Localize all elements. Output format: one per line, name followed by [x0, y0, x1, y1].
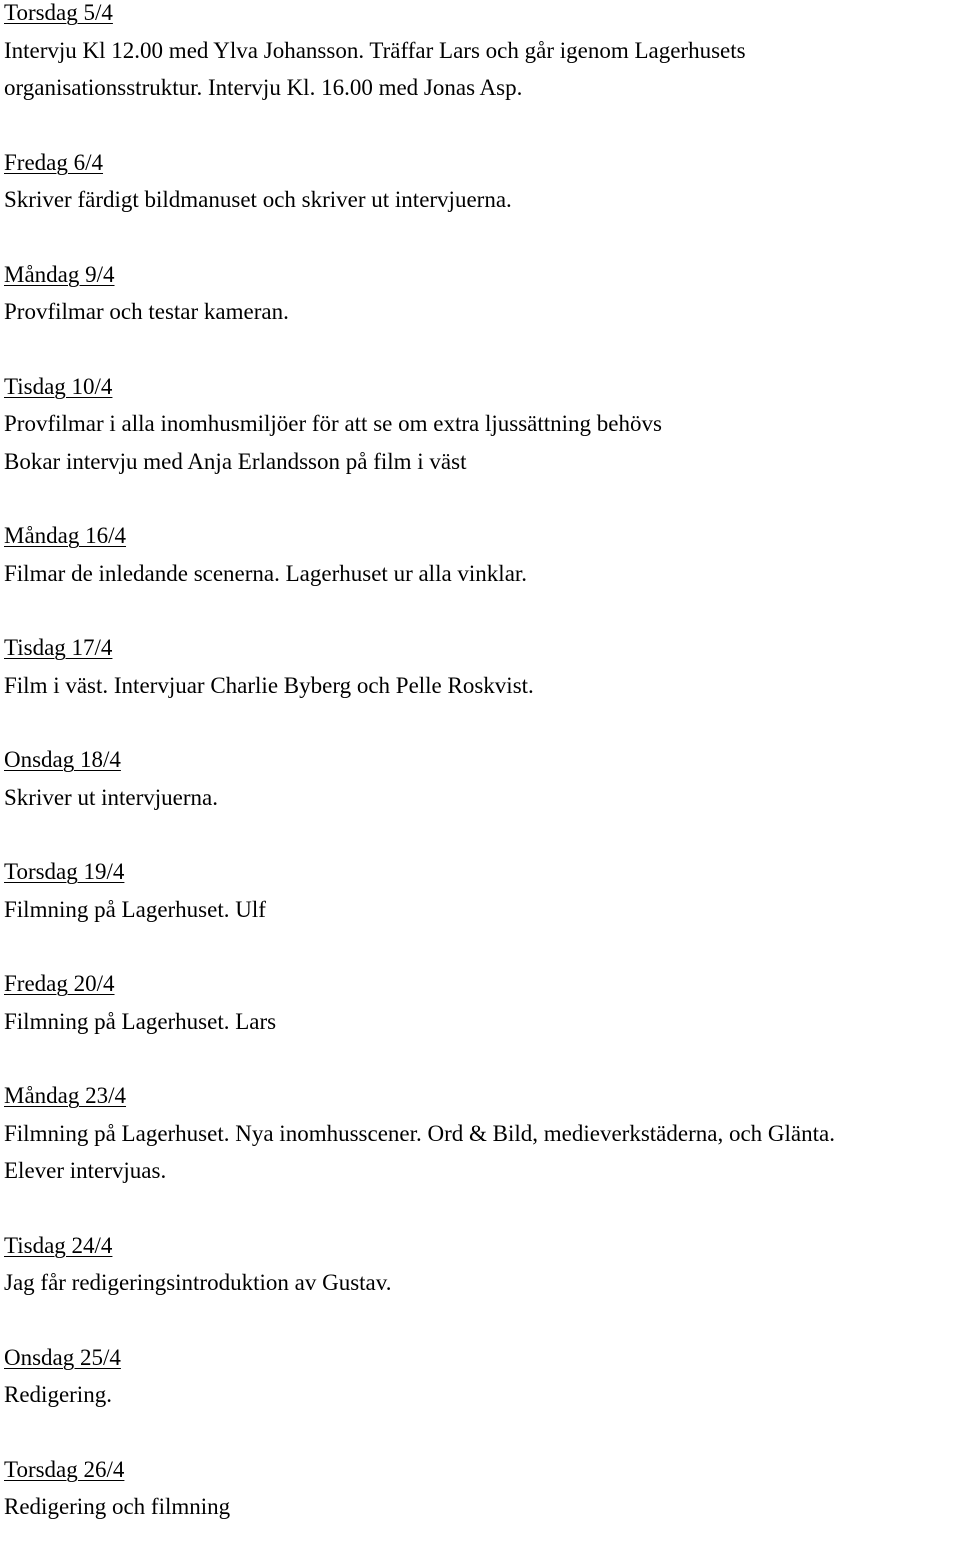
entry-text: Redigering.: [4, 1382, 112, 1407]
entry-date: Måndag 16/4: [4, 523, 127, 548]
diary-entry: [4, 1339, 960, 1414]
diary-entry: [4, 256, 960, 331]
entry-text: organisationsstruktur. Intervju Kl. 16.00 med Jonas Asp.: [4, 75, 523, 100]
entry-text: Filmning på Lagerhuset. Ulf: [4, 896, 266, 922]
entry-text: Jag får redigeringsintroduktion av Gustav.: [4, 1270, 392, 1295]
entry-text: Redigering och filmning: [4, 1494, 231, 1519]
entry-text: Intervju Kl 12.00 med Ylva Johansson. Träffar Lars och går igenom Lagerhusets: [4, 37, 746, 63]
entry-text: Filmar de inledande scenerna. Lagerhuset ur alla vinklar.: [4, 560, 528, 586]
entry-date: Måndag 23/4: [4, 1083, 127, 1108]
diary-entry: [4, 517, 960, 592]
entry-date: Onsdag 25/4: [4, 1344, 121, 1370]
entry-text: Film i väst. Intervjuar Charlie Byberg och Pelle Roskvist.: [4, 672, 534, 698]
entry-date: Fredag 20/4: [4, 971, 115, 996]
entry-date: Onsdag 18/4: [4, 747, 121, 772]
entry-text: Provfilmar i alla inomhusmiljöer för att se om extra ljussättning behövs: [4, 411, 662, 436]
entry-date: Tisdag 24/4: [4, 1232, 113, 1258]
entry-text: Elever intervjuas.: [4, 1158, 167, 1183]
diary-entry: [4, 629, 960, 704]
entry-date: Torsdag 26/4: [4, 1456, 125, 1482]
diary-entry: [4, 144, 960, 219]
diary-entry: [4, 1451, 960, 1526]
diary-entry: [4, 368, 960, 481]
entry-date: Torsdag 19/4: [4, 859, 125, 884]
entry-text: Provfilmar och testar kameran.: [4, 299, 289, 324]
entry-text: Filmning på Lagerhuset. Lars: [4, 1008, 277, 1034]
entry-date: Torsdag 5/4: [4, 0, 113, 25]
document-body: [4, 0, 960, 1563]
entry-date: Måndag 9/4: [4, 261, 115, 287]
diary-entry: [4, 0, 960, 107]
entry-text: Filmning på Lagerhuset. Nya inomhusscener. Ord & Bild, medieverkstäderna, och Glänta.: [4, 1120, 835, 1146]
entry-text: Skriver ut intervjuerna.: [4, 784, 218, 810]
entry-text: Bokar intervju med Anja Erlandsson på film i väst: [4, 448, 467, 474]
diary-entry: [4, 1077, 960, 1190]
diary-entry: [4, 853, 960, 928]
entry-date: Tisdag 17/4: [4, 635, 113, 660]
diary-entry: [4, 965, 960, 1040]
diary-entry: [4, 1227, 960, 1302]
entry-date: Tisdag 10/4: [4, 373, 113, 399]
entry-text: Skriver färdigt bildmanuset och skriver ut intervjuerna.: [4, 187, 512, 212]
entry-date: Fredag 6/4: [4, 149, 104, 175]
diary-entry: [4, 741, 960, 816]
